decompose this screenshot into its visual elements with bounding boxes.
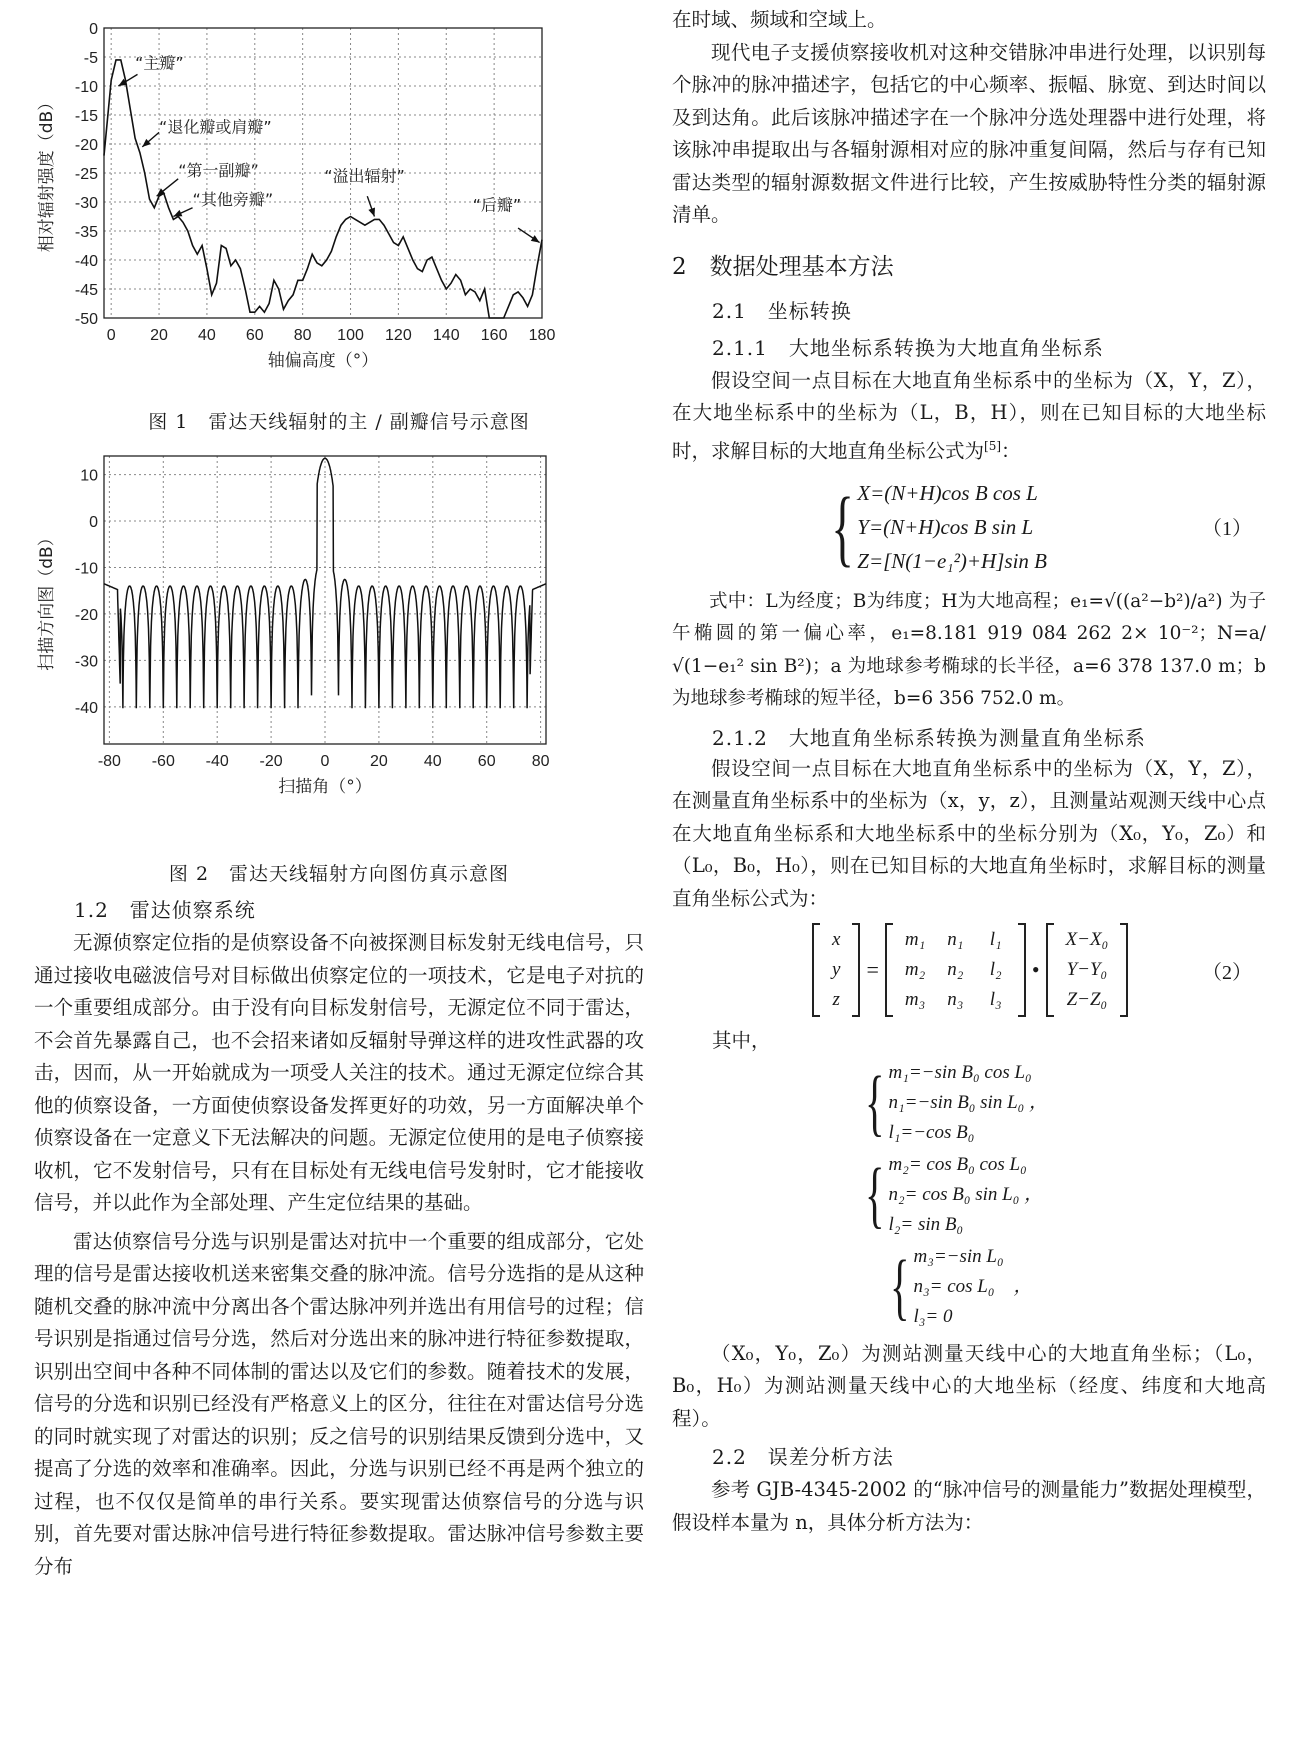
figure-2-caption: 图 2 雷达天线辐射方向图仿真示意图 bbox=[168, 863, 510, 885]
x-tick-label: 120 bbox=[385, 327, 412, 344]
reference-5: [5] bbox=[984, 438, 1002, 453]
section-2-1-1-heading: 2.1.1 大地坐标系转换为大地直角坐标系 bbox=[712, 335, 1104, 360]
x-tick-label: 40 bbox=[198, 327, 216, 344]
annotation-label: “其他旁瓣” bbox=[192, 189, 274, 209]
paragraph-survey-coords: 假设空间一点目标在大地直角坐标系中的坐标为（X，Y，Z），在测量直角坐标系中的坐标为（x，y，z），且测量站观测天线中心点在大地直角坐标系和大地坐标系中的坐标分别为（X₀，Y₀，Z₀）和（L₀，B₀，H₀），则在已知目标的大地直角坐标时，求解目标的测量直角坐标公式为： bbox=[672, 756, 1266, 910]
x-tick-label: 0 bbox=[106, 327, 116, 344]
label-qizhong: 其中， bbox=[712, 1029, 771, 1052]
equation-1-line-z: Z=[N(1−e₁²)+H]sin B bbox=[857, 548, 1047, 573]
section-2-1-2-heading: 2.1.2 大地直角坐标系转换为测量直角坐标系 bbox=[712, 725, 1146, 750]
matrix-cell: n₁ bbox=[947, 929, 964, 950]
equation-2 bbox=[812, 923, 1266, 1017]
equation-2-rotation-matrix bbox=[885, 923, 1026, 1017]
figure-1-chart bbox=[34, 0, 644, 405]
radiation-pattern-line bbox=[104, 60, 542, 318]
x-tick-label: 180 bbox=[528, 327, 556, 344]
y-tick-label: -45 bbox=[74, 282, 98, 299]
y-tick-label: -35 bbox=[74, 224, 98, 241]
x-tick-label: 140 bbox=[432, 327, 460, 344]
matrix-cell: n₃ bbox=[947, 989, 964, 1010]
paragraph-variables: 式中：L为经度；B为纬度；H为大地高程；e₁=√((a²−b²)/a²) 为子午椭圆的第一偏心率，e₁=8.181 919 084 262 2× 10⁻²；N=a/√(1−e₁² sin B²)；a 为地球参考椭球的长半径，a=6 378 137.0 m；b 为地球参考椭球的短半径，b=6 356 752.0 m。 bbox=[672, 590, 1266, 709]
equation-1-line-y: Y=(N+H)cos B sin L bbox=[857, 514, 1034, 539]
figure-2-chart bbox=[34, 442, 644, 857]
group-3-line: n₃= cos L₀ ， bbox=[913, 1275, 1033, 1297]
x-axis-label: 轴偏高度（°） bbox=[267, 351, 379, 371]
annotation-label: “后瓣” bbox=[472, 195, 522, 215]
x-axis-label: 扫描角（°） bbox=[278, 777, 372, 797]
equation-2-rhs-matrix bbox=[1046, 923, 1129, 1017]
group-3-lines bbox=[914, 1242, 1033, 1332]
paragraph-geodetic-text: 假设空间一点目标在大地直角坐标系中的坐标为（X，Y，Z），在大地坐标系中的坐标为（L，B，H），则在已知目标的大地坐标时，求解目标的大地直角坐标公式为 bbox=[672, 368, 1266, 462]
group-1-line: m₁=−sin B₀ cos L₀ bbox=[888, 1061, 1032, 1083]
matrix-cell: x bbox=[832, 929, 841, 950]
x-tick-label: 80 bbox=[293, 327, 312, 344]
figure-2 bbox=[34, 442, 644, 886]
left-column bbox=[34, 0, 644, 1583]
dot-operator: • bbox=[1031, 957, 1040, 982]
y-tick-label: -50 bbox=[74, 311, 98, 328]
x-tick-label: 0 bbox=[320, 753, 330, 770]
y-axis-label: 相对辐射强度（dB） bbox=[37, 93, 57, 253]
group-2-line: n₂= cos B₀ sin L₀ ， bbox=[888, 1183, 1044, 1205]
section-2-1-heading: 2.1 坐标转换 bbox=[712, 298, 852, 323]
matrix-cell: m₁ bbox=[904, 929, 926, 950]
matrix-cell: z bbox=[832, 989, 840, 1010]
paragraph-geodetic-colon: ： bbox=[1001, 439, 1021, 462]
group-2-line: l₂= sin B₀ bbox=[888, 1213, 964, 1235]
section-2-heading: 2 数据处理基本方法 bbox=[672, 253, 894, 280]
y-tick-label: -10 bbox=[74, 560, 98, 578]
figure-1-caption: 图 1 雷达天线辐射的主 / 副瓣信号示意图 bbox=[148, 411, 530, 433]
group-1-lines bbox=[889, 1058, 1048, 1148]
equation-1-number: （1） bbox=[1202, 518, 1252, 540]
annotation-label: “退化瓣或肩瓣” bbox=[159, 117, 272, 137]
equation-2-lhs-matrix bbox=[812, 923, 860, 1017]
group-1-line: l₁=−cos B₀ bbox=[888, 1121, 975, 1143]
y-tick-label: -10 bbox=[74, 79, 98, 96]
x-tick-label: 20 bbox=[370, 753, 388, 770]
annotation-label: “溢出辐射” bbox=[324, 166, 405, 186]
scan-pattern-line bbox=[104, 458, 546, 708]
matrix-cell: m₂ bbox=[904, 959, 926, 980]
y-tick-label: 10 bbox=[80, 467, 98, 485]
equation-1-line-x: X=(N+H)cos B cos L bbox=[857, 480, 1038, 505]
group-1-brace: { bbox=[864, 1061, 885, 1144]
section-1-2-heading: 1.2 雷达侦察系统 bbox=[74, 898, 256, 922]
matrix-cell: l₃ bbox=[989, 989, 1002, 1010]
x-tick-label: 80 bbox=[531, 753, 550, 770]
x-tick-label: 60 bbox=[477, 753, 496, 770]
annotation-label: “主瓣” bbox=[135, 53, 184, 73]
matrix-cell: m₃ bbox=[904, 989, 926, 1010]
y-tick-label: -20 bbox=[74, 137, 98, 154]
y-tick-label: -40 bbox=[74, 253, 98, 270]
paragraph-error-analysis: 参考 GJB-4345-2002 的“脉冲信号的测量能力”数据处理模型，假设样本量为 n，具体分析方法为： bbox=[672, 1478, 1266, 1534]
matrix-cell: l₁ bbox=[989, 929, 1002, 950]
equation-group-2 bbox=[857, 1150, 1266, 1240]
equation-1-brace: { bbox=[831, 478, 854, 575]
x-tick-label: -40 bbox=[205, 753, 229, 770]
equation-group-1 bbox=[857, 1058, 1266, 1148]
y-tick-label: -5 bbox=[83, 50, 98, 67]
y-tick-label: -25 bbox=[74, 166, 98, 183]
paragraph-esm-receiver: 现代电子支援侦察接收机对这种交错脉冲串进行处理，以识别每个脉冲的脉冲描述字，包括它的中心频率、振幅、脉宽、到达时间以及到达角。此后该脉冲描述字在一个脉冲分选处理器中进行处理，将该脉冲串提取出与各辐射源相对应的脉冲重复间隔，然后与存有已知雷达类型的辐射源数据文件进行比较，产生按威胁特性分类的辐射源清单。 bbox=[672, 40, 1266, 226]
equals-sign: = bbox=[866, 957, 879, 982]
group-3-line: m₃=−sin L₀ bbox=[913, 1245, 1004, 1267]
x-tick-label: -60 bbox=[151, 753, 175, 770]
y-tick-label: -15 bbox=[74, 108, 98, 125]
equation-1 bbox=[822, 476, 1266, 578]
paragraph-geodetic bbox=[672, 365, 1266, 468]
paragraph-station-coords: （X₀，Y₀，Z₀）为测站测量天线中心的大地直角坐标；（L₀，B₀，H₀）为测站测量天线中心的大地坐标（经度、纬度和大地高程）。 bbox=[672, 1341, 1266, 1430]
y-tick-label: -40 bbox=[74, 699, 98, 717]
matrix-cell: Z−Z₀ bbox=[1066, 989, 1108, 1010]
x-tick-label: 40 bbox=[423, 753, 442, 770]
annotation-arrowhead bbox=[368, 208, 375, 217]
y-tick-label: 0 bbox=[89, 514, 98, 532]
y-tick-label: -20 bbox=[74, 606, 98, 624]
plot-frame bbox=[104, 456, 546, 744]
x-tick-label: 100 bbox=[337, 327, 364, 344]
equation-group-3 bbox=[882, 1242, 1266, 1332]
paragraph-signal-sorting: 雷达侦察信号分选与识别是雷达对抗中一个重要的组成部分，它处理的信号是雷达接收机送来密集交叠的脉冲流。信号分选指的是从这种随机交叠的脉冲流中分离出各个雷达脉冲列并选出有用信号的过程；信号识别是指通过信号分选，然后对分选出来的脉冲进行特征参数提取，识别出空间中各种不同体制的雷达以及它们的参数。随着技术的发展，信号的分选和识别已经没有严格意义上的区分，往往在对雷达信号分选的同时就实现了对雷达的识别；反之信号的识别结果反馈到分选中，又提高了分选的效率和准确率。因此，分选与识别已经不再是两个独立的过程，也不仅仅是简单的串行关系。要实现雷达侦察信号的分选与识别，首先要对雷达脉冲信号进行特征参数提取。雷达脉冲信号参数主要分布 bbox=[34, 1229, 644, 1578]
right-column bbox=[672, 0, 1266, 1539]
annotation-arrowhead bbox=[531, 235, 540, 243]
equation-1-lines bbox=[857, 476, 1047, 578]
group-3-line: l₃= 0 bbox=[913, 1305, 953, 1327]
y-tick-label: -30 bbox=[74, 653, 98, 671]
annotation-label: “第一副瓣” bbox=[178, 160, 259, 180]
section-2-2-heading: 2.2 误差分析方法 bbox=[712, 1445, 894, 1469]
matrix-cell: n₂ bbox=[947, 959, 964, 980]
x-tick-label: -20 bbox=[259, 753, 283, 770]
paragraph-passive-location: 无源侦察定位指的是侦察设备不向被探测目标发射无线电信号，只通过接收电磁波信号对目标做出侦察定位的一项技术，它是电子对抗的一个重要组成部分。由于没有向目标发射信号，无源定位不同于雷达，不会首先暴露自己，也不会招来诸如反辐射导弹这样的进攻性武器的攻击，因而，从一开始就成为一项受人关注的技术。通过无源定位综合其他的侦察设备，一方面使侦察设备发挥更好的功效，另一方面解决单个侦察设备在一定意义下无法解决的问题。无源定位使用的是电子侦察接收机，它不发射信号，只有在目标处有无线电信号发射时，它才能接收信号，并以此作为全部处理、产生定位结果的基础。 bbox=[34, 931, 644, 1214]
x-tick-label: 160 bbox=[480, 327, 508, 344]
matrix-cell: X−X₀ bbox=[1065, 929, 1109, 950]
group-2-line: m₂= cos B₀ cos L₀ bbox=[888, 1153, 1027, 1175]
x-tick-label: 60 bbox=[245, 327, 264, 344]
y-tick-label: 0 bbox=[89, 21, 98, 38]
y-tick-label: -30 bbox=[74, 195, 98, 212]
group-3-brace: { bbox=[889, 1245, 910, 1328]
x-tick-label: 20 bbox=[150, 327, 168, 344]
group-2-brace: { bbox=[864, 1153, 885, 1236]
group-1-line: n₁=−sin B₀ sin L₀ ， bbox=[888, 1091, 1049, 1113]
matrix-cell: y bbox=[832, 959, 841, 980]
x-tick-label: -80 bbox=[97, 753, 121, 770]
group-2-lines bbox=[889, 1150, 1044, 1240]
y-axis-label: 扫描方向图（dB） bbox=[37, 529, 57, 671]
matrix-cell: l₂ bbox=[989, 959, 1002, 980]
paragraph-continuation: 在时域、频域和空域上。 bbox=[672, 8, 887, 31]
equation-2-number: （2） bbox=[1202, 961, 1252, 984]
matrix-cell: Y−Y₀ bbox=[1066, 959, 1108, 980]
figure-1 bbox=[34, 0, 644, 434]
